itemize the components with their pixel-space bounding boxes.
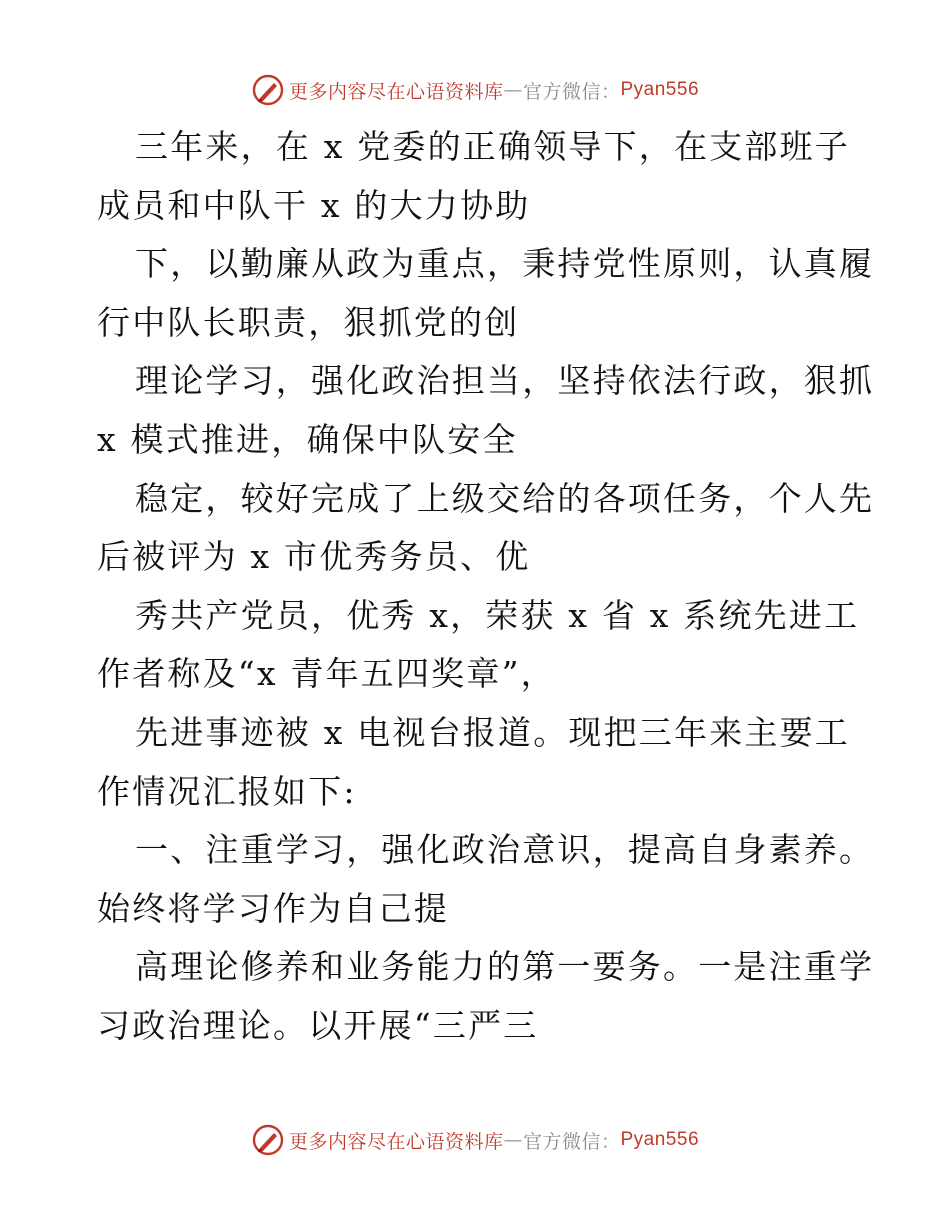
pen-logo-icon <box>251 1123 285 1157</box>
body-line: x 模式推进，确保中队安全 <box>97 419 518 459</box>
body-line: 高理论修养和业务能力的第一要务。一是注重学 <box>135 947 875 987</box>
body-line: 作情况汇报如下: <box>97 771 357 811</box>
body-line: 一、注重学习，强化政治意识，提高自身素养。 <box>135 830 875 870</box>
watermark-wechat-id: Pyan556 <box>620 79 700 100</box>
body-line: 后被评为 x 市优秀务员、优 <box>97 537 531 577</box>
watermark-dash: — <box>503 79 523 101</box>
header-watermark <box>0 70 950 110</box>
body-line: 稳定，较好完成了上级交给的各项任务，个人先 <box>135 478 875 518</box>
watermark-official-label: 官方微信： <box>522 1130 621 1153</box>
body-line: 理论学习，强化政治担当，坚持依法行政，狠抓 <box>135 361 875 401</box>
watermark-official-label: 官方微信： <box>522 80 621 103</box>
watermark-brand: 更多内容尽在心语资料库 <box>288 1130 504 1153</box>
watermark-dash: — <box>503 1129 523 1151</box>
body-line: 始终将学习作为自己提 <box>97 888 449 928</box>
body-line: 秀共产党员，优秀 x，荣获 x 省 x 系统先进工 <box>135 595 860 635</box>
watermark-brand: 更多内容尽在心语资料库 <box>288 80 504 103</box>
document-body <box>97 118 875 1056</box>
body-line: 三年来，在 x 党委的正确领导下，在支部班子 <box>135 127 850 166</box>
body-line: 成员和中队干 x 的大力协助 <box>97 185 531 225</box>
body-line: 行中队长职责，狠抓党的创 <box>97 302 520 342</box>
footer-watermark <box>0 1120 950 1160</box>
body-line: 下，以勤廉从政为重点，秉持党性原则，认真履 <box>135 244 875 284</box>
body-line: 习政治理论。以开展“三严三 <box>97 1005 539 1045</box>
watermark-wechat-id: Pyan556 <box>620 1129 700 1150</box>
body-line: 先进事迹被 x 电视台报道。现把三年来主要工 <box>135 712 850 752</box>
pen-logo-icon <box>251 73 285 107</box>
body-line: 作者称及“x 青年五四奖章”， <box>97 654 556 694</box>
